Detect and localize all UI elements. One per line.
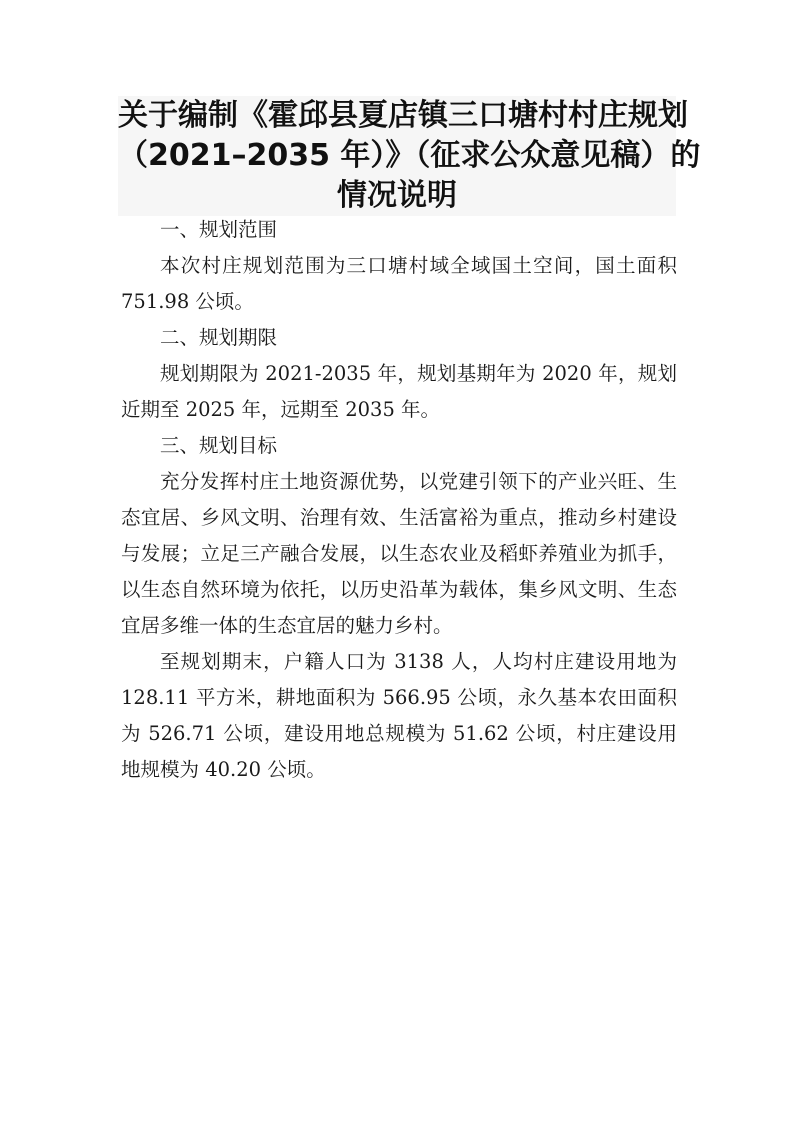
section-text-goals-2: 至规划期末，户籍人口为 3138 人，人均村庄建设用地为 128.11 平方米，耕地面积为 566.95 公顷，永久基本农田面积为 526.71 公顷，建设用地总规模为 51.62 公顷，村庄建设用地规模为 40.20 公顷。 [121, 650, 677, 781]
section-text-goals-1: 充分发挥村庄土地资源优势，以党建引领下的产业兴旺、生态宜居、乡风文明、治理有效、生活富裕为重点，推动乡村建设与发展；立足三产融合发展，以生态农业及稻虾养殖业为抓手，以生态自然环境为依托，以历史沿革为载体，集乡风文明、生态宜居多维一体的生态宜居的魅力乡村。 [121, 470, 677, 637]
title-line-2: （2021–2035 年）》（征求公众意见稿）的 [118, 138, 701, 173]
title-line-3: 情况说明 [337, 178, 457, 213]
section-text-period: 规划期限为 2021-2035 年，规划基期年为 2020 年，规划近期至 2025 年，远期至 2035 年。 [121, 362, 677, 421]
section-text-scope: 本次村庄规划范围为三口塘村域全域国土空间，国土面积 751.98 公顷。 [121, 254, 677, 313]
document-title [118, 96, 701, 216]
section-heading-goals: 三、规划目标 [160, 434, 278, 457]
section-heading-period: 二、规划期限 [160, 326, 278, 349]
document-body [121, 212, 677, 788]
section-heading-scope: 一、规划范围 [160, 218, 278, 241]
title-line-1: 关于编制《霍邱县夏店镇三口塘村村庄规划 [118, 98, 688, 133]
